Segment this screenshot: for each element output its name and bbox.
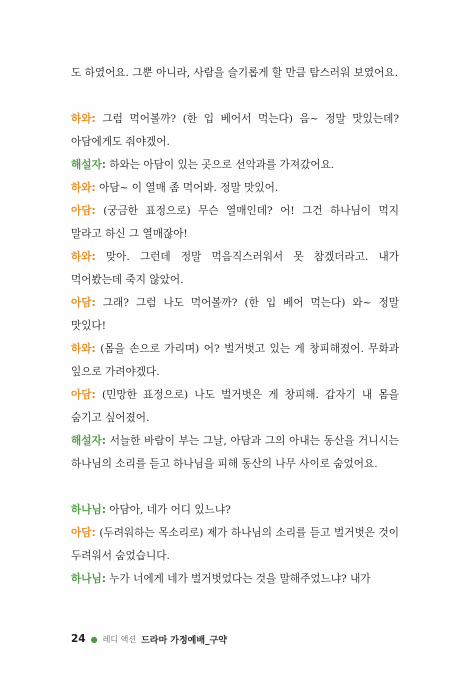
script-paragraph [71, 108, 399, 154]
dialogue-text: 아담아, 네가 어디 있느냐? [105, 504, 231, 516]
speaker-label: 하와: [71, 343, 96, 355]
script-paragraph [71, 430, 399, 476]
script-paragraph [71, 246, 399, 292]
dialogue-text: (몸을 손으로 가리며) 어? 벌거벗고 있는 게 창피해졌어. 무화과 잎으로 가려야겠다. [71, 343, 399, 378]
dialogue-text: (두려워하는 목소리로) 제가 하나님의 소리를 듣고 벌거벗은 것이 두려워서 숨었습니다. [71, 527, 399, 562]
script-paragraph [71, 177, 399, 200]
script-paragraph [71, 292, 399, 338]
speaker-label: 하와: [71, 113, 96, 125]
speaker-label: 해설자: [71, 435, 106, 447]
speaker-label: 하나님: [71, 504, 106, 516]
dialogue-text: 서늘한 바람이 부는 그날, 아담과 그의 아내는 동산을 거니시는 하나님의 소리를 듣고 하나님을 피해 동산의 나무 사이로 숨었어요. [71, 435, 399, 470]
page-number: 24 [71, 633, 86, 645]
speaker-label: 아담: [71, 389, 96, 401]
script-paragraph [71, 338, 399, 384]
speaker-label: 하와: [71, 251, 96, 263]
footer-bullet: ● [90, 634, 98, 644]
dialogue-text: 그럼 먹어볼까? (한 입 베어서 먹는다) 음~ 정말 맛있는데? 아담에게도 줘야겠어. [71, 113, 399, 148]
script-paragraph [71, 522, 399, 568]
dialogue-text: 그래? 그럼 나도 먹어볼까? (한 입 베어 먹는다) 와~ 정말 맛있다! [71, 297, 399, 332]
dialogue-text: 누가 너에게 네가 벌거벗었다는 것을 말해주었느냐? 내가 [105, 573, 371, 585]
dialogue-text: (민망한 표정으로) 나도 벌거벗은 게 창피해. 갑자기 내 몸을 숨기고 싶어졌어. [71, 389, 399, 424]
script-paragraph [71, 568, 399, 591]
script-paragraph [71, 499, 399, 522]
dialogue-text: 맞아. 그런데 정말 먹음직스러워서 못 참겠더라고. 내가 먹어봤는데 죽지 않았어. [71, 251, 399, 286]
page-footer [71, 632, 227, 646]
dialogue-text: 아담~ 이 열매 좀 먹어봐. 정말 맛있어. [95, 182, 279, 194]
speaker-label: 아담: [71, 297, 96, 309]
speaker-label: 아담: [71, 527, 96, 539]
book-title: 드라마 가정예배_구약 [141, 635, 227, 646]
script-paragraph [71, 384, 399, 430]
dialogue-text: 도 하였어요. 그뿐 아니라, 사람을 슬기롭게 할 만큼 탐스러워 보였어요. [71, 67, 398, 79]
speaker-label: 아담: [71, 205, 96, 217]
script-paragraph [71, 200, 399, 246]
speaker-label: 해설자: [71, 159, 106, 171]
script-paragraph [71, 154, 399, 177]
script-paragraph [71, 62, 399, 85]
dialogue-text: 하와는 아담이 있는 곳으로 선악과를 가져갔어요. [105, 159, 335, 171]
speaker-label: 하나님: [71, 573, 106, 585]
speaker-label: 하와: [71, 182, 96, 194]
dialogue-text: (궁금한 표정으로) 무슨 열매인데? 어! 그건 하나님이 먹지 말라고 하신 그 열매잖아! [71, 205, 399, 240]
series-name: 레디 액션 [102, 634, 137, 644]
